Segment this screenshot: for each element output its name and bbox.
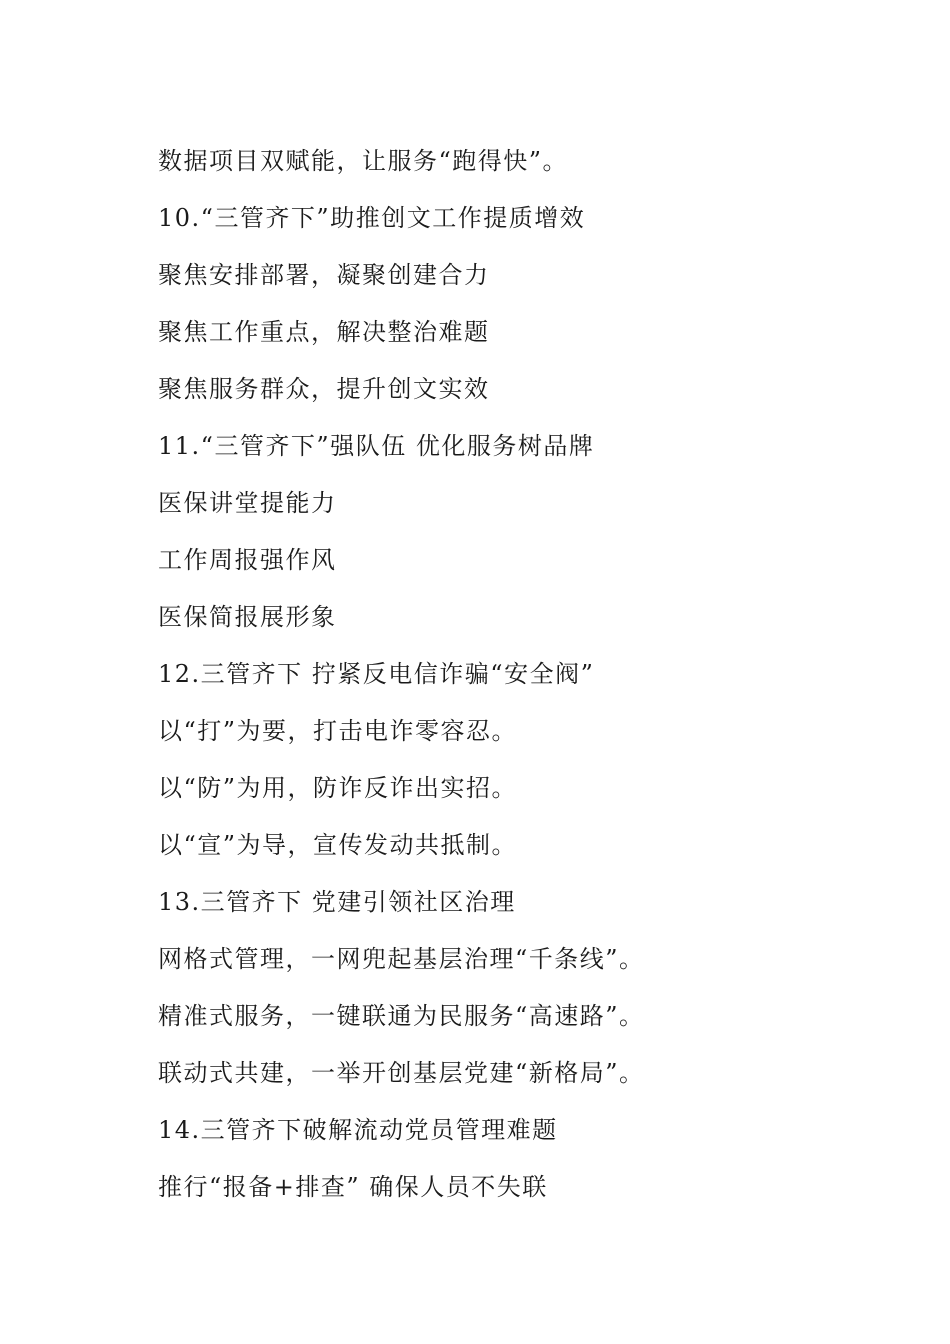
text-line: 医保简报展形象	[158, 603, 337, 631]
section-heading: 11.“三管齐下”强队伍 优化服务树品牌	[158, 432, 595, 460]
text-line: 聚焦服务群众，提升创文实效	[158, 375, 490, 403]
text-line: 聚焦工作重点，解决整治难题	[158, 318, 490, 346]
text-line: 网格式管理，一网兜起基层治理“千条线”。	[158, 945, 645, 973]
text-line: 以“打”为要，打击电诈零容忍。	[158, 717, 518, 745]
text-line: 精准式服务，一键联通为民服务“高速路”。	[158, 1002, 645, 1030]
text-line: 聚焦安排部署，凝聚创建合力	[158, 261, 490, 289]
text-line: 医保讲堂提能力	[158, 489, 337, 517]
text-line: 工作周报强作风	[158, 546, 337, 574]
text-line: 联动式共建，一举开创基层党建“新格局”。	[158, 1059, 645, 1087]
document-body	[158, 140, 878, 1223]
text-line: 以“防”为用，防诈反诈出实招。	[158, 774, 518, 802]
section-heading: 14.三管齐下破解流动党员管理难题	[158, 1116, 558, 1144]
text-line: 以“宣”为导，宣传发动共抵制。	[158, 831, 518, 859]
section-heading: 10.“三管齐下”助推创文工作提质增效	[158, 204, 586, 232]
text-line: 数据项目双赋能，让服务“跑得快”。	[158, 147, 569, 175]
text-line: 推行“报备+排查” 确保人员不失联	[158, 1173, 548, 1201]
section-heading: 12.三管齐下 拧紧反电信诈骗“安全阀”	[158, 660, 595, 688]
section-heading: 13.三管齐下 党建引领社区治理	[158, 888, 516, 916]
